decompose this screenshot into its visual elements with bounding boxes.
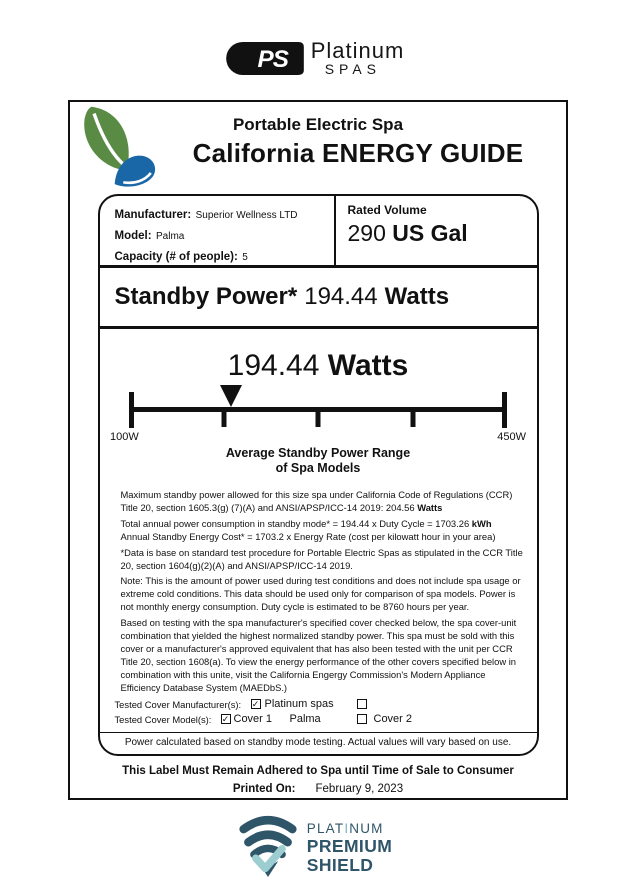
printed-on-line (70, 783, 566, 795)
fineprint-paragraph-2: Total annual power consumption in standby mode* = 194.44 x Duty Cycle = 1703.26 kWh Annual Standby Energy Cost* = 1703.2 x Energy Rate (cost per kilowatt hour in your area) (120, 517, 496, 542)
ps-monogram-text: PS (257, 45, 288, 73)
manufacturer-cell (100, 196, 334, 265)
cover-manufacturer-1-name: Platinum spas (264, 697, 334, 710)
rated-volume-unit: US Gal (392, 220, 468, 246)
adhere-notice: This Label Must Remain Adhered to Spa until Time of Sale to Consumer (122, 764, 514, 777)
tested-cover-models-label: Tested Cover Model(s): (114, 713, 212, 725)
platinum-spas-logo (0, 40, 630, 76)
energy-guide-label (68, 100, 568, 800)
gauge-tick (221, 409, 226, 427)
power-note: Power calculated based on standby mode testing. Actual values will vary based on use. (100, 732, 537, 754)
brand-wordmark (311, 40, 405, 76)
brand-sub: SPAS (324, 61, 382, 77)
fineprint-paragraph-4: Note: This is the amount of power used during test conditions and does not include spa usage or extreme cold conditions. This data should be used only for comparison of spa models. Power is not monthly energy consumption. Duty cycle is estimated to be 8760 hours per year. (120, 575, 521, 613)
model-label: Model: (114, 230, 152, 242)
tested-cover-manufacturers-row (115, 698, 537, 713)
ps-monogram-icon (226, 42, 304, 75)
gauge-value-unit: Watts (327, 349, 409, 382)
gauge-min-label: 100W (110, 431, 139, 443)
shield-line-platinum: PLATINUM (306, 821, 384, 837)
capacity-value: 5 (242, 252, 248, 263)
product-type-title: Portable Electric Spa (232, 115, 404, 134)
gauge-tick (410, 409, 415, 427)
gauge-tick-min (129, 392, 134, 428)
fine-print (121, 489, 526, 695)
energy-guide-title: California ENERGY GUIDE (192, 138, 524, 168)
model-value: Palma (156, 231, 185, 242)
gauge-caption-line2: of Spa Models (275, 461, 361, 475)
printed-on-date: February 9, 2023 (315, 782, 404, 795)
tested-cover-manufacturers-label: Tested Cover Manufacturer(s): (114, 698, 242, 710)
brand-name: Platinum (310, 38, 405, 63)
shield-line-premium: PREMIUM (306, 835, 393, 856)
standby-power-value: 194.44 (304, 283, 378, 310)
gauge-tick-max (502, 392, 507, 428)
tested-covers (115, 698, 537, 728)
cover-model-1-checkbox[interactable]: ✓ (221, 713, 230, 724)
gauge-marker (220, 385, 242, 407)
fineprint-paragraph-3: *Data is base on standard test procedure for Portable Electric Spas as stipulated in the CCR Title 20, section 1604(g)(2)(A) and ANSI/APSP/ICC-14 2019. (120, 546, 523, 571)
platinum-premium-shield-logo (0, 813, 630, 884)
cover-manufacturer-1-checkbox[interactable]: ✓ (251, 698, 260, 709)
label-inner-box (98, 194, 539, 756)
label-header (70, 102, 566, 194)
printed-on-label: Printed On: (232, 782, 296, 795)
rated-volume-label: Rated Volume (347, 203, 427, 217)
product-info-row (100, 196, 537, 268)
capacity-label: Capacity (# of people): (114, 251, 238, 263)
gauge-scale (129, 392, 507, 429)
fineprint-paragraph-1: Maximum standby power allowed for this size spa under California Code of Regulations (CCR) Title 20, section 1605.3(g) (7)(A) and ANSI/APSP/ICC-14 2019: 204.56 Watts (120, 489, 513, 513)
standby-power-label: Standby Power* (114, 283, 298, 310)
fineprint-paragraph-5: Based on testing with the spa manufacturer's specified cover checked below, the spa cover-unit combination that yielded the highest normalized standby power. This spa must be sold with this cover or a manufacturer's approved equivalent that has also been tested with the unit per CCR Title 20, section 1608(a). To view the energy performance of the other covers specified below in combination with this unite, visit the California Engergy Commission's Modern Appliance Efficiency Database System (MAEDbS.) (120, 617, 517, 693)
cover-manufacturer-2-checkbox[interactable] (357, 699, 367, 709)
cover-model-1-name: Palma (289, 712, 321, 725)
shield-wordmark (307, 822, 392, 875)
gauge-caption-line1: Average Standby Power Range (225, 446, 411, 460)
rated-volume-cell (334, 196, 537, 265)
standby-power-unit: Watts (384, 283, 450, 310)
manufacturer-value: Superior Wellness LTD (195, 210, 298, 221)
cover-model-2-checkbox[interactable] (357, 714, 367, 724)
rated-volume-value: 290 (347, 220, 386, 246)
tested-cover-models-row (115, 713, 537, 728)
gauge-value-number: 194.44 (227, 349, 320, 382)
standby-power-row (100, 268, 537, 329)
shield-icon (238, 813, 298, 884)
leaf-and-drop-icon (75, 105, 163, 196)
standby-power-gauge (100, 329, 537, 476)
shield-line-shield: SHIELD (306, 855, 374, 876)
manufacturer-label: Manufacturer: (114, 209, 192, 221)
gauge-max-label: 450W (497, 431, 526, 443)
cover-model-1-label: Cover 1 (233, 712, 273, 725)
cover-model-2-label: Cover 2 (373, 712, 413, 725)
gauge-tick (316, 409, 321, 427)
